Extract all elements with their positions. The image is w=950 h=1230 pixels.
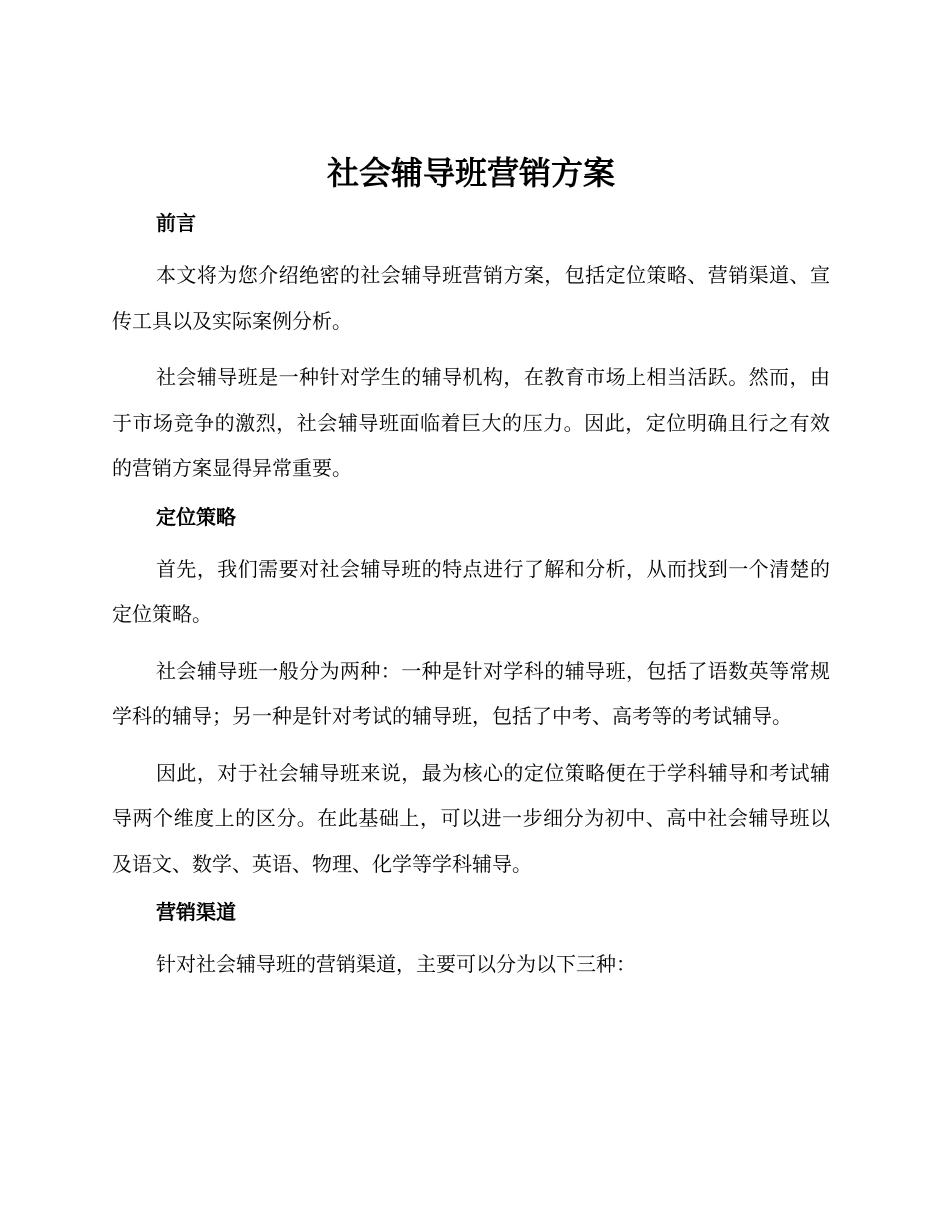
paragraph: 首先，我们需要对社会辅导班的特点进行了解和分析，从而找到一个清楚的定位策略。 [112, 556, 830, 626]
paragraph: 社会辅导班一般分为两种：一种是针对学科的辅导班，包括了语数英等常规学科的辅导；另一种是针对考试的辅导班，包括了中考、高考等的考试辅导。 [112, 658, 830, 728]
document-title: 社会辅导班营销方案 [326, 154, 615, 192]
section-heading-preface: 前言 [156, 211, 196, 235]
paragraph: 社会辅导班是一种针对学生的辅导机构，在教育市场上相当活跃。然而，由于市场竞争的激烈，社会辅导班面临着巨大的压力。因此，定位明确且行之有效的营销方案显得异常重要。 [112, 365, 830, 480]
document-page [112, 150, 830, 988]
paragraph: 因此，对于社会辅导班来说，最为核心的定位策略便在于学科辅导和考试辅导两个维度上的区分。在此基础上，可以进一步细分为初中、高中社会辅导班以及语文、数学、英语、物理、化学等学科辅导。 [112, 760, 830, 876]
paragraph: 本文将为您介绍绝密的社会辅导班营销方案，包括定位策略、营销渠道、宣传工具以及实际案例分析。 [112, 263, 830, 333]
section-heading-channels: 营销渠道 [156, 900, 236, 924]
section-heading-positioning: 定位策略 [156, 504, 236, 529]
paragraph: 针对社会辅导班的营销渠道，主要可以分为以下三种： [156, 952, 636, 976]
